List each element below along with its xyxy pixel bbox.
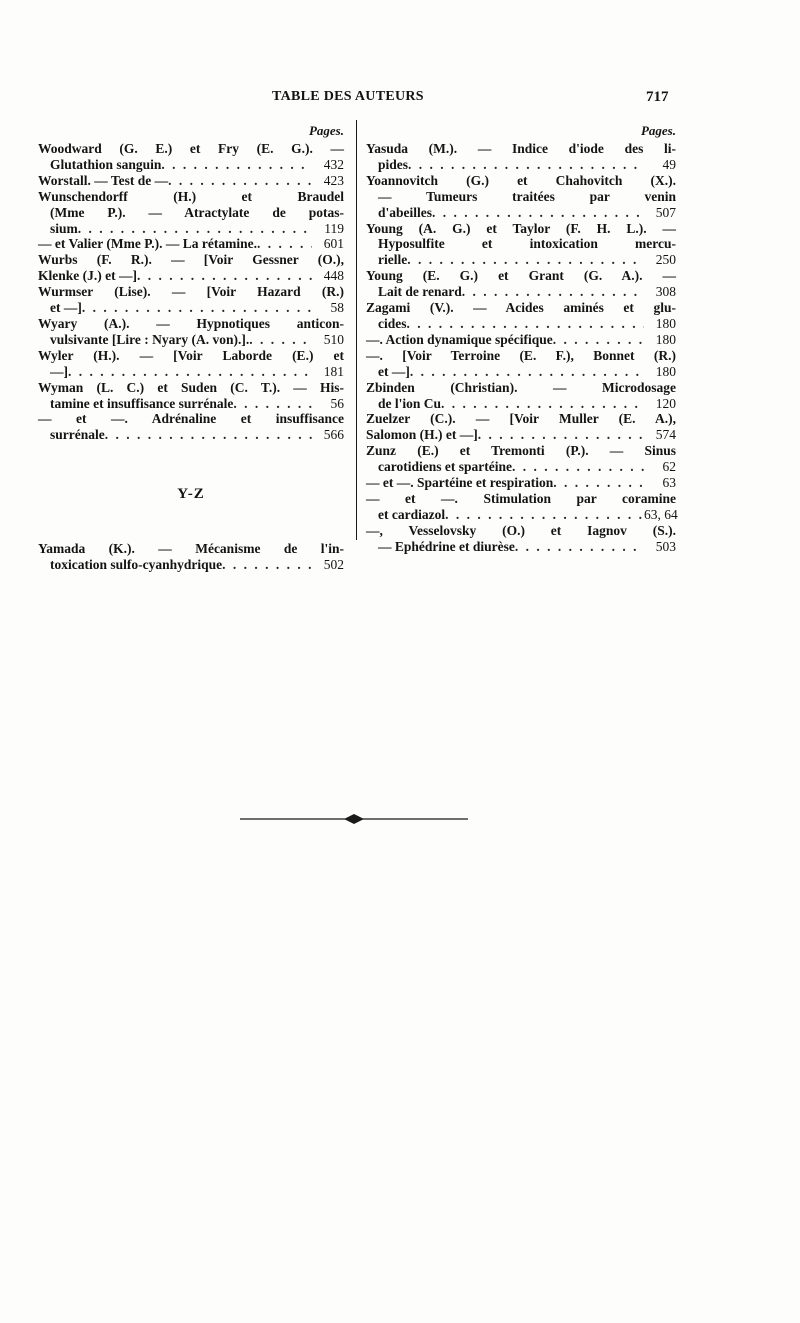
index-entry bbox=[366, 411, 676, 443]
entry-text: tamine et insuffisance surrénale bbox=[50, 395, 234, 411]
index-entry bbox=[38, 348, 344, 380]
dot-leader bbox=[441, 396, 644, 412]
entry-line bbox=[366, 427, 676, 443]
page-reference: 58 bbox=[330, 300, 344, 316]
dot-leader bbox=[512, 459, 644, 475]
page-reference: 63 bbox=[662, 475, 676, 491]
page-reference: 423 bbox=[323, 172, 344, 188]
index-entry bbox=[366, 380, 676, 412]
entry-text: et —] bbox=[50, 300, 82, 316]
entry-text: Woodward (G. E.) et Fry (E. G.). — bbox=[38, 141, 344, 156]
entry-text: —] bbox=[50, 363, 68, 379]
entry-line bbox=[366, 523, 676, 539]
entry-text: —. [Voir Terroine (E. F.), Bonnet (R.) bbox=[366, 347, 676, 363]
pages-column-label: Pages. bbox=[308, 123, 344, 138]
entry-line bbox=[366, 189, 676, 205]
entry-text: Hyposulfite et intoxication mercu- bbox=[378, 236, 676, 252]
running-head bbox=[0, 89, 800, 109]
index-entry bbox=[38, 141, 344, 173]
entry-text: Klenke (J.) et —] bbox=[38, 268, 137, 284]
entry-text: Wyler (H.). — [Voir Laborde (E.) et bbox=[38, 347, 344, 363]
entry-line bbox=[366, 507, 676, 523]
entry-line bbox=[38, 411, 344, 427]
entry-text: cides bbox=[378, 315, 407, 331]
right-column bbox=[366, 123, 676, 555]
entry-text: Wurbs (F. R.). — [Voir Gessner (O.), bbox=[38, 252, 344, 268]
entry-line bbox=[38, 284, 344, 300]
index-entry bbox=[366, 268, 676, 300]
dot-leader bbox=[553, 475, 644, 491]
left-entries bbox=[38, 141, 344, 443]
entry-line bbox=[366, 539, 676, 555]
entry-line bbox=[38, 332, 344, 348]
page-reference: 308 bbox=[655, 284, 676, 300]
dot-leader bbox=[222, 557, 312, 573]
page-reference: 62 bbox=[662, 459, 676, 475]
dot-leader bbox=[257, 236, 312, 252]
dot-leader bbox=[68, 364, 312, 380]
entry-text: — et —. Spartéine et respiration bbox=[366, 475, 554, 491]
page-reference: 181 bbox=[323, 363, 344, 379]
page-reference: 63, 64 bbox=[644, 506, 678, 522]
page-reference: 510 bbox=[323, 331, 344, 347]
pages-column-label: Pages. bbox=[640, 123, 676, 138]
entry-line bbox=[38, 189, 344, 205]
column-divider bbox=[356, 120, 357, 540]
entry-text: Wyman (L. C.) et Suden (C. T.). — His- bbox=[38, 379, 344, 395]
index-entry bbox=[38, 380, 344, 412]
entry-line bbox=[38, 141, 344, 157]
entry-line bbox=[366, 141, 676, 157]
index-entry bbox=[366, 300, 676, 332]
dot-leader bbox=[408, 157, 644, 173]
page-reference: 180 bbox=[655, 315, 676, 331]
entry-line bbox=[366, 300, 676, 316]
entry-text: et cardiazol bbox=[378, 506, 446, 522]
entry-text: — et —. Adrénaline et insuffisance bbox=[38, 411, 344, 427]
index-entry bbox=[38, 236, 344, 252]
dot-leader bbox=[78, 221, 312, 237]
entry-text: sium bbox=[50, 220, 78, 236]
left-column bbox=[38, 123, 344, 573]
index-entry bbox=[366, 491, 676, 523]
entry-line bbox=[366, 491, 676, 507]
page-reference: 119 bbox=[324, 220, 344, 236]
entry-text: — Ephédrine et diurèse bbox=[378, 538, 515, 554]
entry-text: Glutathion sanguin bbox=[50, 156, 162, 172]
entry-text: d'abeilles bbox=[378, 204, 433, 220]
page-reference: 502 bbox=[323, 557, 344, 573]
entry-line bbox=[38, 380, 344, 396]
entry-line bbox=[366, 221, 676, 237]
page-reference: 49 bbox=[662, 156, 676, 172]
entry-line bbox=[38, 300, 344, 316]
entry-text: Young (E. G.) et Grant (G. A.). — bbox=[366, 268, 676, 284]
entry-text: Yoannovitch (G.) et Chahovitch (X.). bbox=[366, 172, 676, 188]
entry-line bbox=[366, 348, 676, 364]
dot-leader bbox=[445, 507, 644, 523]
dot-leader bbox=[161, 157, 312, 173]
entry-line bbox=[38, 396, 344, 412]
page-reference: 566 bbox=[323, 427, 344, 443]
entry-line bbox=[366, 205, 676, 221]
page-number: 717 bbox=[646, 89, 669, 105]
entry-text: Zuelzer (C.). — [Voir Muller (E. A.), bbox=[366, 411, 676, 427]
entry-line bbox=[38, 557, 344, 573]
dot-leader bbox=[233, 396, 312, 412]
entry-line bbox=[38, 252, 344, 268]
entry-text: Wurmser (Lise). — [Voir Hazard (R.) bbox=[38, 284, 344, 300]
entry-text: pides bbox=[378, 156, 409, 172]
entry-line bbox=[38, 205, 344, 221]
page-reference: 432 bbox=[323, 156, 344, 172]
entry-text: Young (A. G.) et Taylor (F. H. L.). — bbox=[366, 220, 676, 236]
section-entries bbox=[38, 541, 344, 573]
entry-line bbox=[366, 459, 676, 475]
page-reference: 120 bbox=[655, 395, 676, 411]
right-entries bbox=[366, 141, 676, 555]
page-reference: 507 bbox=[655, 204, 676, 220]
entry-text: de l'ion Cu bbox=[378, 395, 442, 411]
dot-leader bbox=[553, 332, 644, 348]
page-reference: 601 bbox=[323, 236, 344, 252]
index-entry bbox=[366, 348, 676, 380]
entry-line bbox=[38, 364, 344, 380]
index-entry bbox=[38, 189, 344, 237]
dot-leader bbox=[407, 316, 645, 332]
index-entry bbox=[366, 173, 676, 221]
page-reference: 56 bbox=[330, 395, 344, 411]
entry-text: Zagami (V.). — Acides aminés et glu- bbox=[366, 300, 676, 316]
entry-text: — Tumeurs traitées par venin bbox=[378, 188, 676, 204]
entry-line bbox=[38, 268, 344, 284]
entry-line bbox=[366, 475, 676, 491]
page-reference: 250 bbox=[655, 252, 676, 268]
index-entry bbox=[366, 475, 676, 491]
entry-text: Lait de renard bbox=[378, 284, 462, 300]
entry-line bbox=[366, 443, 676, 459]
entry-line bbox=[366, 268, 676, 284]
index-entry bbox=[38, 411, 344, 443]
dot-leader bbox=[82, 300, 312, 316]
index-entry bbox=[366, 332, 676, 348]
index-entry bbox=[38, 541, 344, 573]
page-reference: 180 bbox=[655, 331, 676, 347]
dot-leader bbox=[410, 364, 644, 380]
entry-line bbox=[38, 348, 344, 364]
entry-text: — et —. Stimulation par coramine bbox=[366, 490, 676, 506]
entry-line bbox=[38, 316, 344, 332]
entry-text: surrénale bbox=[50, 427, 105, 443]
index-entry bbox=[38, 284, 344, 316]
entry-text: Wyary (A.). — Hypnotiques anticon- bbox=[38, 315, 344, 331]
index-entry bbox=[38, 173, 344, 189]
entry-line bbox=[366, 380, 676, 396]
dot-leader bbox=[478, 427, 644, 443]
entry-line bbox=[38, 221, 344, 237]
entry-line bbox=[366, 364, 676, 380]
entry-line bbox=[366, 284, 676, 300]
entry-text: Wunschendorff (H.) et Braudel bbox=[38, 188, 344, 204]
index-entry bbox=[38, 316, 344, 348]
index-entry bbox=[38, 252, 344, 284]
dot-leader bbox=[137, 268, 312, 284]
entry-text: et —] bbox=[378, 363, 410, 379]
entry-line bbox=[366, 316, 676, 332]
dot-leader bbox=[462, 284, 644, 300]
index-entry bbox=[366, 221, 676, 269]
page-title: TABLE DES AUTEURS bbox=[272, 89, 424, 104]
dot-leader bbox=[407, 252, 644, 268]
entry-line bbox=[38, 427, 344, 443]
entry-line bbox=[366, 396, 676, 412]
end-ornament bbox=[240, 812, 468, 826]
entry-line bbox=[38, 173, 344, 189]
entry-text: rielle bbox=[378, 252, 408, 268]
dot-leader bbox=[168, 173, 312, 189]
entry-text: toxication sulfo-cyanhydrique bbox=[50, 557, 223, 573]
entry-text: Yasuda (M.). — Indice d'iode des li- bbox=[366, 141, 676, 156]
index-entry bbox=[366, 141, 676, 173]
dot-leader bbox=[105, 427, 312, 443]
section-heading: Y-Z bbox=[177, 486, 205, 503]
entry-text: carotidiens et spartéine bbox=[378, 459, 512, 475]
entry-line bbox=[366, 332, 676, 348]
index-entry bbox=[366, 443, 676, 475]
entry-line bbox=[38, 157, 344, 173]
entry-line bbox=[38, 541, 344, 557]
entry-text: —, Vesselovsky (O.) et Iagnov (S.). bbox=[366, 522, 676, 538]
entry-text: —. Action dynamique spécifique bbox=[366, 331, 553, 347]
page-reference: 574 bbox=[655, 427, 676, 443]
entry-line bbox=[366, 236, 676, 252]
entry-text: — et Valier (Mme P.). — La rétamine. bbox=[38, 236, 257, 252]
dot-leader bbox=[515, 539, 644, 555]
entry-text: Zunz (E.) et Tremonti (P.). — Sinus bbox=[366, 443, 676, 459]
page-reference: 180 bbox=[655, 363, 676, 379]
index-entry bbox=[366, 523, 676, 555]
dot-leader bbox=[249, 332, 312, 348]
entry-line bbox=[366, 157, 676, 173]
entry-text: (Mme P.). — Atractylate de potas- bbox=[50, 204, 344, 220]
entry-text: Salomon (H.) et —] bbox=[366, 427, 478, 443]
entry-line bbox=[366, 173, 676, 189]
entry-line bbox=[366, 411, 676, 427]
entry-line bbox=[38, 236, 344, 252]
entry-text: Worstall. — Test de — bbox=[38, 172, 169, 188]
dot-leader bbox=[432, 205, 644, 221]
entry-text: Zbinden (Christian). — Microdosage bbox=[366, 379, 676, 395]
entry-text: Yamada (K.). — Mécanisme de l'in- bbox=[38, 541, 344, 557]
page-reference: 448 bbox=[323, 268, 344, 284]
entry-text: vulsivante [Lire : Nyary (A. von).]. bbox=[50, 331, 250, 347]
entry-line bbox=[366, 252, 676, 268]
page-reference: 503 bbox=[655, 538, 676, 554]
